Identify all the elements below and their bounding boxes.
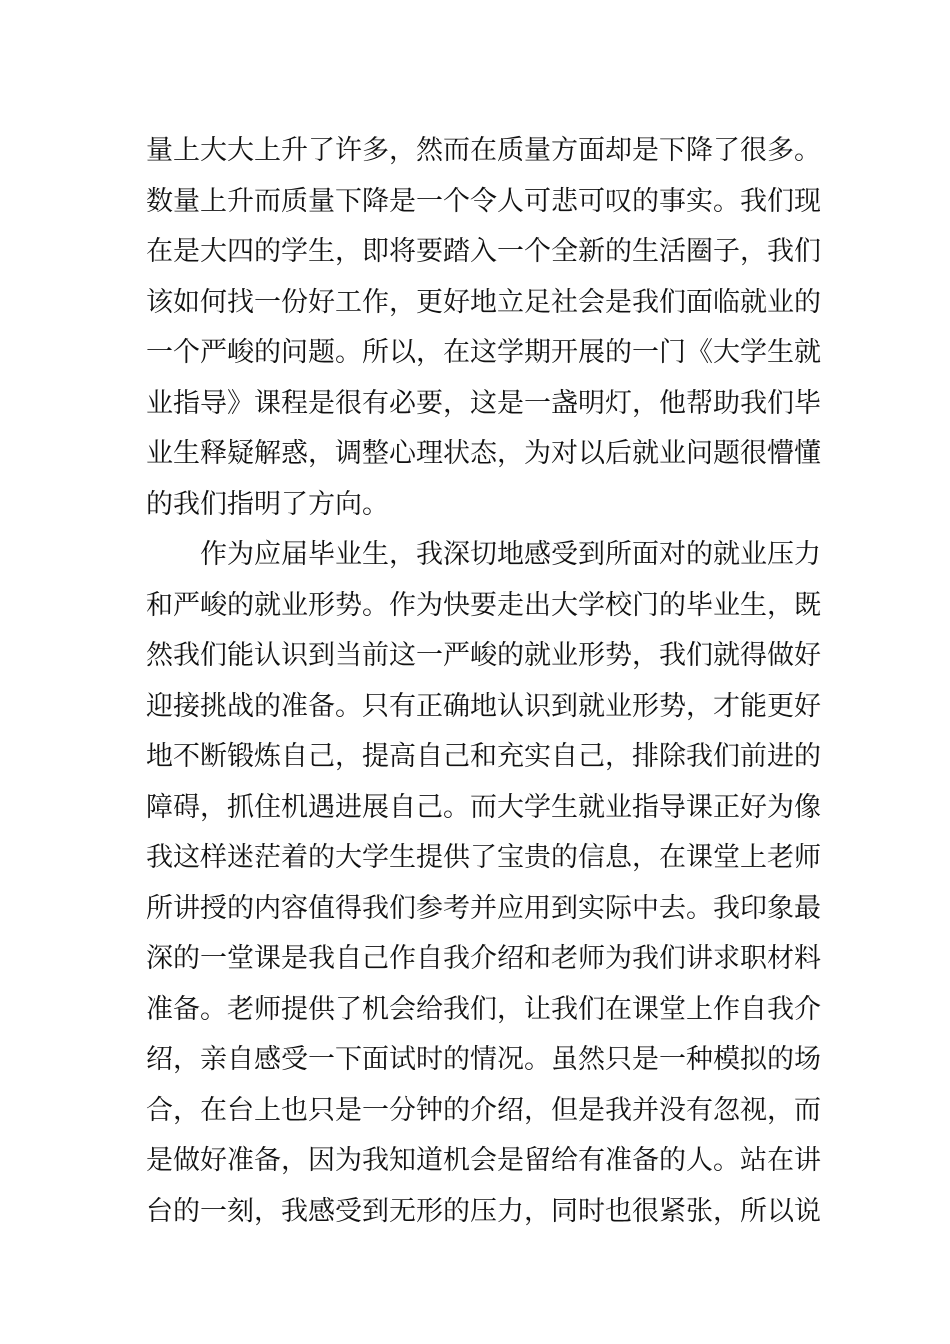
text-line: 和严峻的就业形势。作为快要走出大学校门的毕业生，既	[146, 589, 821, 621]
text-line: 绍，亲自感受一下面试时的情况。虽然只是一种模拟的场	[146, 1044, 821, 1075]
text-line: 台的一刻，我感受到无形的压力，同时也很紧张，所以说	[146, 1195, 821, 1227]
text-line: 准备。老师提供了机会给我们，让我们在课堂上作自我介	[146, 993, 821, 1025]
text-line: 地不断锻炼自己，提高自己和充实自己，排除我们前进的	[146, 741, 821, 772]
text-line: 在是大四的学生，即将要踏入一个全新的生活圈子，我们	[146, 236, 821, 267]
text-line: 障碍，抓住机遇进展自己。而大学生就业指导课正好为像	[146, 791, 821, 823]
text-line: 该如何找一份好工作，更好地立足社会是我们面临就业的	[146, 286, 821, 318]
text-line: 然我们能认识到当前这一严峻的就业形势，我们就得做好	[146, 640, 821, 671]
text-line: 业生释疑解惑，调整心理状态，为对以后就业问题很懵懂	[146, 438, 821, 469]
text-line: 量上大大上升了许多，然而在质量方面却是下降了很多。	[146, 135, 821, 166]
text-line: 一个严峻的问题。所以，在这学期开展的一门《大学生就	[146, 337, 821, 368]
text-line: 深的一堂课是我自己作自我介绍和老师为我们讲求职材料	[146, 943, 821, 974]
text-line: 数量上升而质量下降是一个令人可悲可叹的事实。我们现	[146, 185, 821, 217]
paragraph-start-line: 作为应届毕业生，我深切地感受到所面对的就业压力	[200, 539, 821, 570]
text-line: 的我们指明了方向。	[146, 488, 389, 520]
text-line: 是做好准备，因为我知道机会是留给有准备的人。站在讲	[146, 1145, 821, 1176]
text-line: 业指导》课程是很有必要，这是一盏明灯，他帮助我们毕	[146, 387, 821, 419]
body-text	[146, 126, 821, 1237]
text-line: 我这样迷茫着的大学生提供了宝贵的信息，在课堂上老师	[146, 842, 821, 873]
text-line: 所讲授的内容值得我们参考并应用到实际中去。我印象最	[146, 892, 821, 924]
text-line: 合，在台上也只是一分钟的介绍，但是我并没有忽视，而	[146, 1094, 821, 1126]
text-line: 迎接挑战的准备。只有正确地认识到就业形势，才能更好	[146, 690, 821, 722]
